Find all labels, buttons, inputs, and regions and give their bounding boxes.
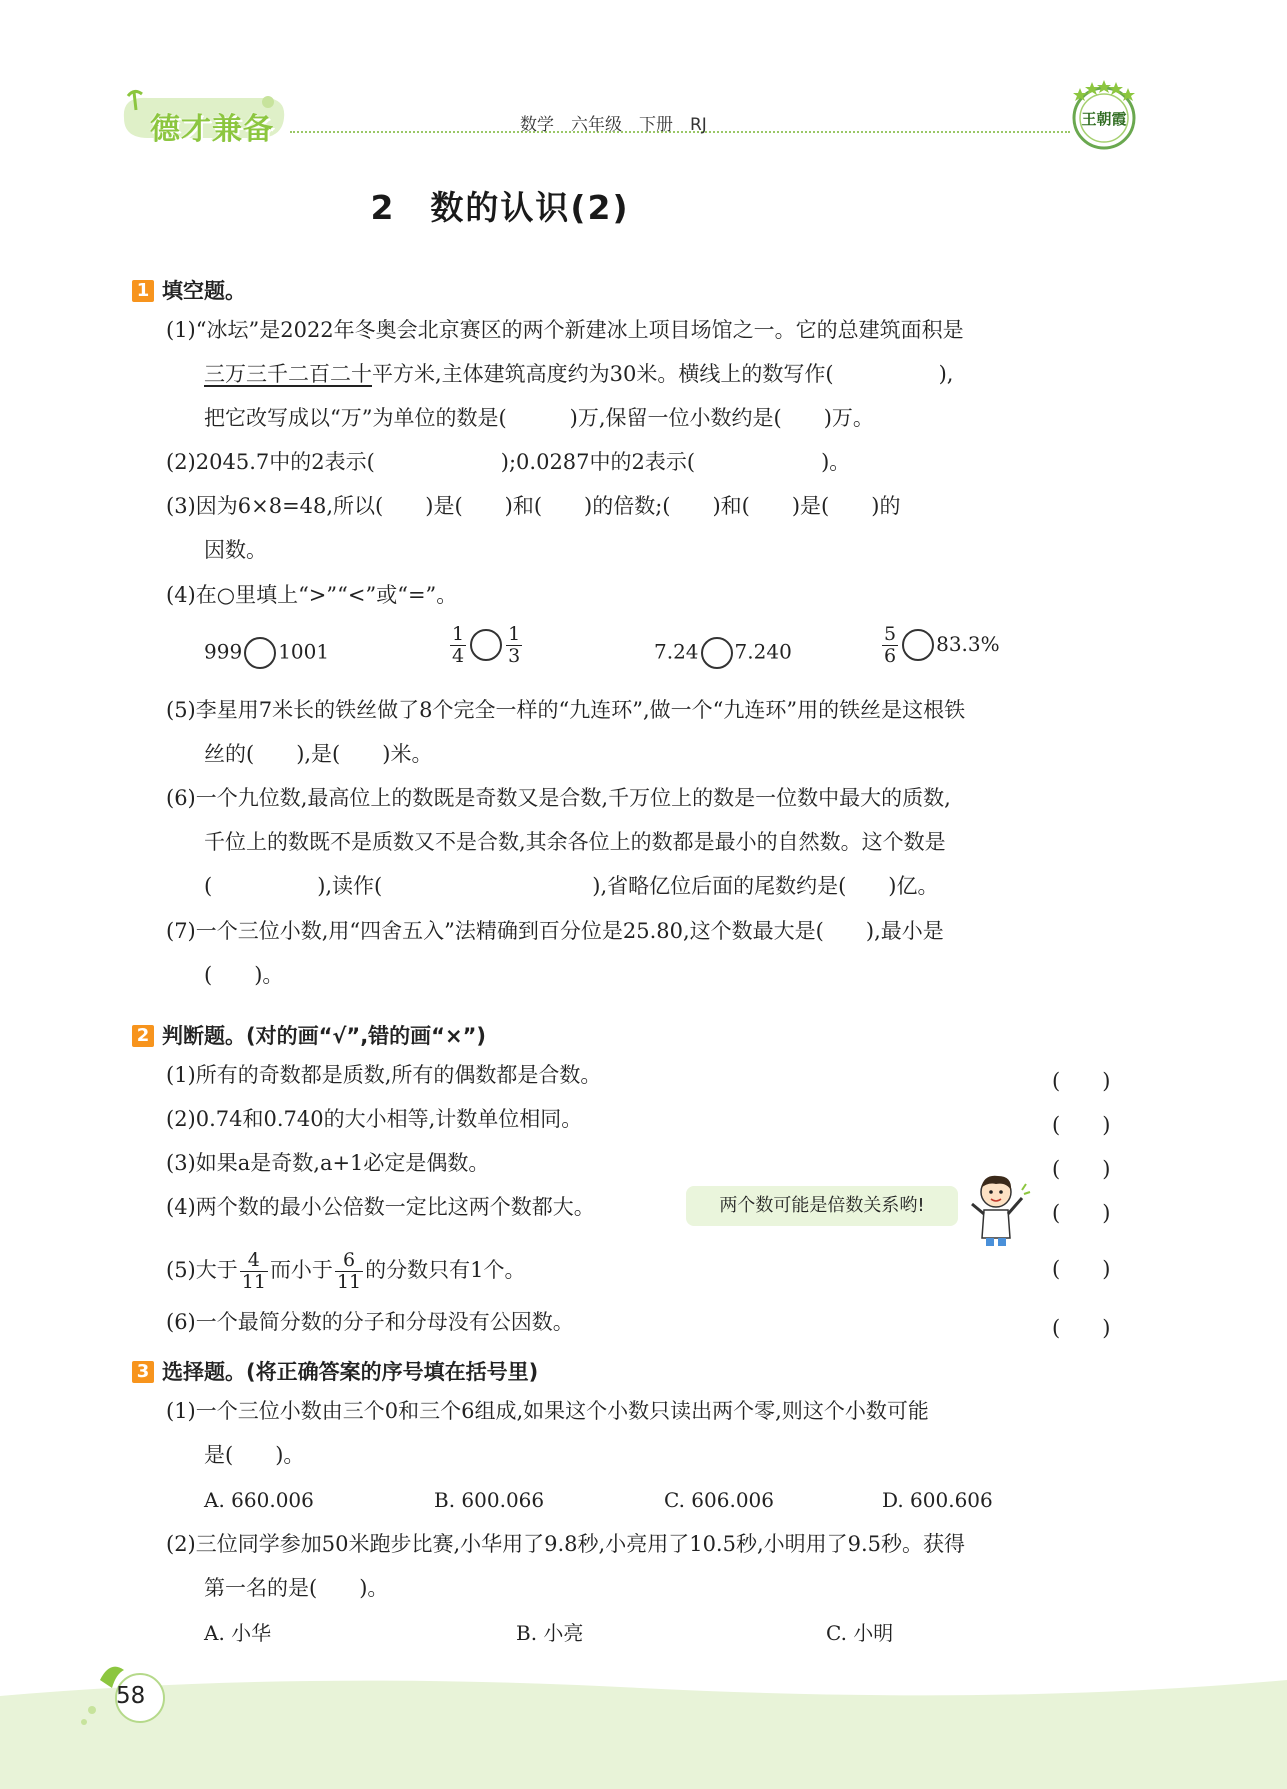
section-1-heading — [132, 275, 246, 305]
svg-text:王朝霞: 王朝霞 — [1081, 110, 1127, 128]
section-1-title: 填空题。 — [162, 279, 246, 303]
fraction-4-11 — [240, 1250, 268, 1293]
fraction-numerator: 5 — [884, 623, 897, 645]
judge-5-answer[interactable]: ( ) — [1052, 1257, 1111, 1281]
choice-2-option-a[interactable]: A. 小华 — [204, 1621, 272, 1645]
section-3-heading — [132, 1356, 538, 1386]
q1-6-line-2: 千位上的数既不是质数又不是合数,其余各位上的数都是最小的自然数。这个数是 — [204, 830, 946, 854]
fraction-denominator: 4 — [452, 644, 465, 667]
judge-5-pre: (5)大于 — [166, 1257, 238, 1282]
compare-circle-2[interactable] — [470, 629, 502, 661]
choice-1-option-a[interactable]: A. 660.006 — [204, 1488, 314, 1512]
q1-7-line-1: (7)一个三位小数,用“四舍五入”法精确到百分位是25.80,这个数最大是( ),最小是 — [166, 919, 944, 943]
q1-5-line-2: 丝的( ),是( )米。 — [204, 742, 433, 766]
fraction-numerator: 4 — [240, 1250, 268, 1272]
choice-1-option-c[interactable]: C. 606.006 — [664, 1488, 775, 1512]
judge-3-answer[interactable]: ( ) — [1052, 1157, 1111, 1181]
fraction-denominator: 3 — [508, 644, 521, 667]
judge-1-answer[interactable]: ( ) — [1052, 1069, 1111, 1093]
compare-3-right: 7.240 — [734, 639, 792, 664]
fraction-1-3 — [506, 624, 522, 667]
underlined-number-words: 三万三千二百二十 — [204, 362, 372, 386]
fraction-numerator: 1 — [508, 623, 521, 645]
choice-2-line-2: 第一名的是( )。 — [204, 1576, 389, 1600]
choice-2-option-b[interactable]: B. 小亮 — [516, 1621, 584, 1645]
compare-4 — [880, 624, 1000, 667]
judge-6-answer[interactable]: ( ) — [1052, 1316, 1111, 1340]
q1-6-line-1: (6)一个九位数,最高位上的数既是奇数又是合数,千万位上的数是一位数中最大的质数, — [166, 786, 951, 810]
judge-1: (1)所有的奇数都是质数,所有的偶数都是合数。 — [166, 1063, 602, 1087]
section-3-title: 选择题。(将正确答案的序号填在括号里) — [162, 1360, 539, 1384]
q1-1-line-1: (1)“冰坛”是2022年冬奥会北京赛区的两个新建冰上项目场馆之一。它的总建筑面积是 — [166, 318, 964, 342]
brand-logo-text: 德才兼备 — [150, 112, 274, 147]
choice-1-line-1: (1)一个三位小数由三个0和三个6组成,如果这个小数只读出两个零,则这个小数可能 — [166, 1399, 929, 1423]
page-number: 58 — [116, 1683, 146, 1709]
judge-2-answer[interactable]: ( ) — [1052, 1113, 1111, 1137]
q1-5-line-1: (5)李星用7米长的铁丝做了8个完全一样的“九连环”,做一个“九连环”用的铁丝是这根铁 — [166, 698, 966, 722]
compare-1-left: 999 — [204, 639, 243, 664]
q1-1-line-2-rest: 平方米,主体建筑高度约为30米。横线上的数写作( ), — [372, 362, 954, 386]
q1-4: (4)在○里填上“>”“<”或“=”。 — [166, 583, 458, 607]
q1-3-line-2: 因数。 — [204, 538, 267, 562]
q1-6-line-3: ( ),读作( ),省略亿位后面的尾数约是( )亿。 — [204, 874, 939, 898]
choice-2-option-c[interactable]: C. 小明 — [826, 1621, 894, 1645]
compare-circle-3[interactable] — [701, 637, 733, 669]
compare-1 — [204, 637, 329, 669]
compare-2 — [448, 624, 524, 667]
judge-3: (3)如果a是奇数,a+1必定是偶数。 — [166, 1151, 490, 1175]
fraction-numerator: 1 — [452, 623, 465, 645]
section-1-number: 1 — [132, 280, 154, 302]
footer-decoration — [0, 1660, 1287, 1789]
q1-3-line-1: (3)因为6×8=48,所以( )是( )和( )的倍数;( )和( )是( )的 — [166, 494, 901, 518]
section-2-title: 判断题。(对的画“√”,错的画“×”) — [162, 1024, 486, 1048]
judge-5-mid: 而小于 — [269, 1257, 333, 1282]
compare-1-right: 1001 — [278, 639, 330, 664]
judge-2: (2)0.74和0.740的大小相等,计数单位相同。 — [166, 1107, 583, 1131]
hint-bubble: 两个数可能是倍数关系哟! — [686, 1186, 958, 1226]
compare-4-right: 83.3% — [936, 631, 1000, 656]
judge-4: (4)两个数的最小公倍数一定比这两个数都大。 — [166, 1195, 595, 1219]
section-2-number: 2 — [132, 1025, 154, 1047]
q1-7-line-2: ( )。 — [204, 963, 284, 987]
q1-1-line-3: 把它改写成以“万”为单位的数是( )万,保留一位小数约是( )万。 — [204, 406, 874, 430]
fraction-numerator: 6 — [335, 1250, 363, 1272]
fraction-denominator: 11 — [336, 1270, 362, 1293]
judge-4-answer[interactable]: ( ) — [1052, 1201, 1111, 1225]
q1-2: (2)2045.7中的2表示( );0.0287中的2表示( )。 — [166, 450, 851, 474]
judge-6: (6)一个最简分数的分子和分母没有公因数。 — [166, 1310, 574, 1334]
judge-5-post: 的分数只有1个。 — [365, 1257, 526, 1282]
fraction-5-6 — [882, 624, 898, 667]
choice-1-line-2: 是( )。 — [204, 1443, 305, 1467]
cartoon-boy-illustration — [966, 1168, 1032, 1248]
page-title: 2 数的认识(2) — [370, 188, 630, 227]
compare-circle-4[interactable] — [902, 629, 934, 661]
choice-1-option-b[interactable]: B. 600.066 — [434, 1488, 545, 1512]
compare-3 — [654, 637, 792, 669]
fraction-6-11 — [335, 1250, 363, 1293]
choice-1-option-d[interactable]: D. 600.606 — [882, 1488, 993, 1512]
compare-3-left: 7.24 — [654, 639, 699, 664]
fraction-denominator: 6 — [884, 644, 897, 667]
choice-2-line-1: (2)三位同学参加50米跑步比赛,小华用了9.8秒,小亮用了10.5秒,小明用了9.5秒。获得 — [166, 1532, 966, 1556]
header-subject: 数学 六年级 下册 RJ — [520, 115, 707, 135]
fraction-denominator: 11 — [241, 1270, 266, 1293]
judge-5 — [166, 1250, 526, 1293]
author-seal-logo — [1068, 78, 1140, 154]
section-3-number: 3 — [132, 1361, 154, 1383]
fraction-1-4 — [450, 624, 466, 667]
section-2-heading — [132, 1020, 486, 1050]
q1-1-line-2 — [204, 364, 953, 385]
compare-circle-1[interactable] — [244, 637, 276, 669]
